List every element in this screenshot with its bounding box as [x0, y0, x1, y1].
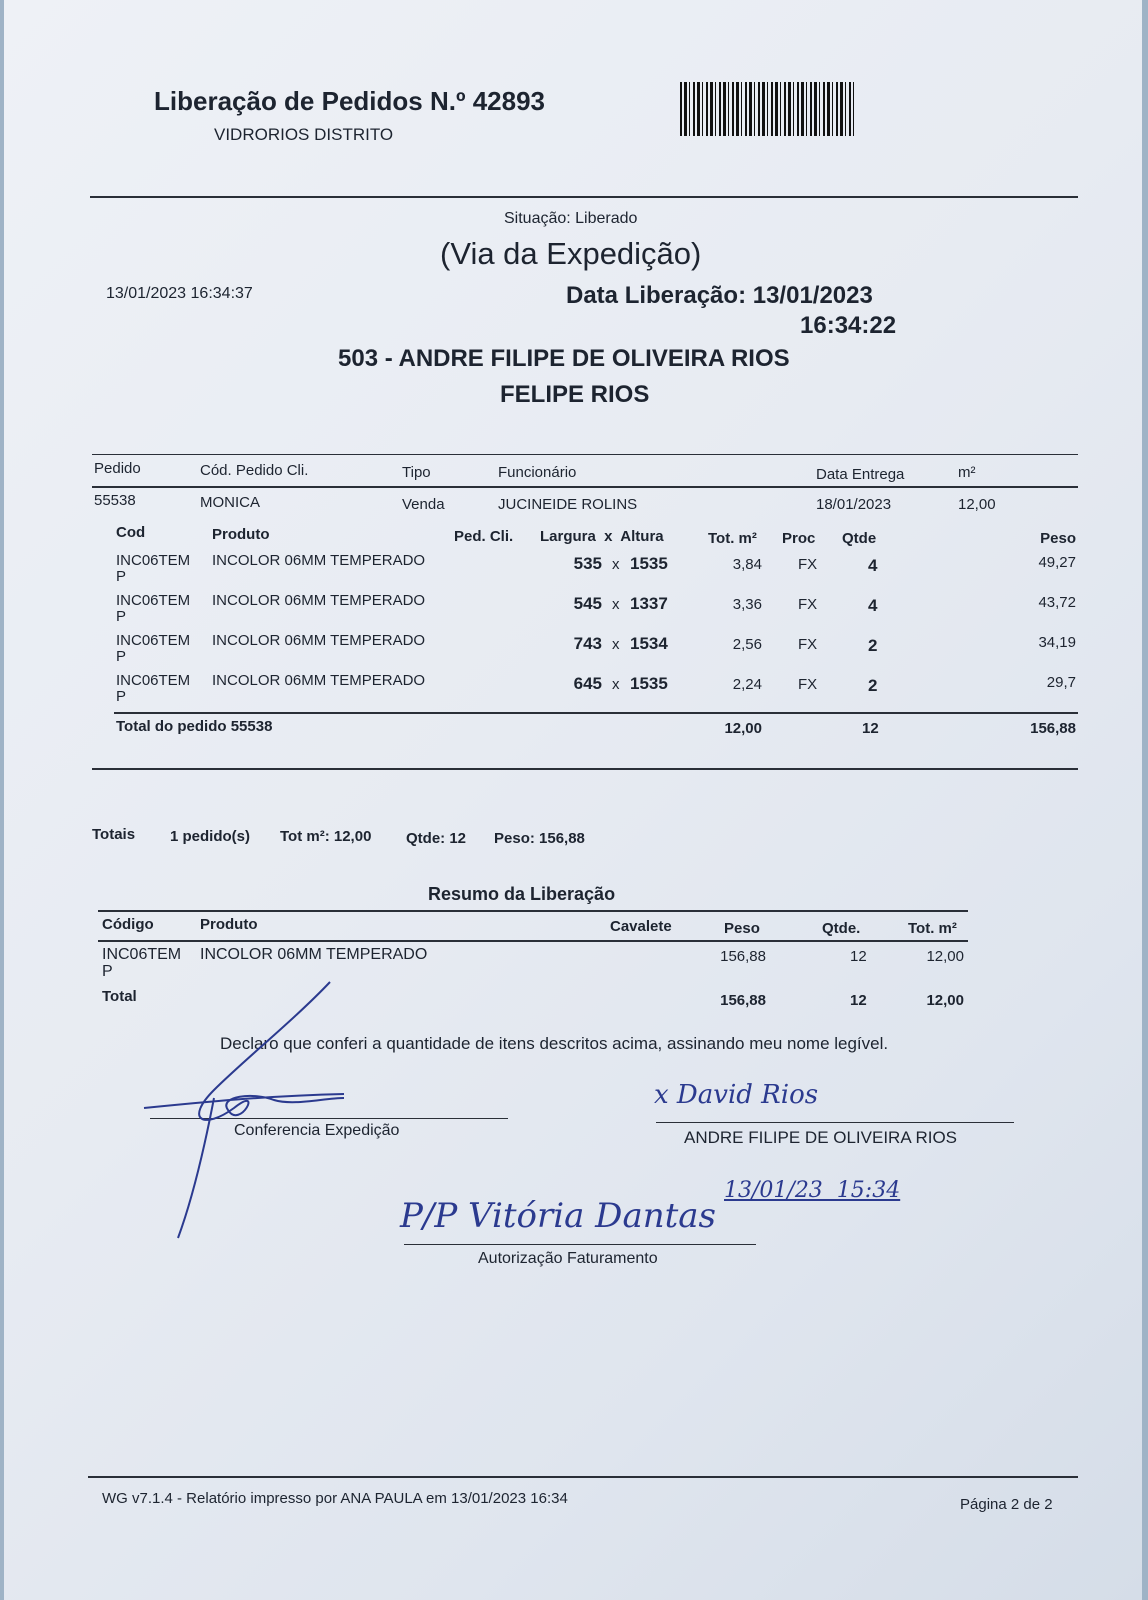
col-header-produto: Produto	[212, 526, 270, 543]
item-x: x	[612, 636, 620, 653]
item-altura: 1535	[630, 674, 668, 693]
signature-line	[656, 1122, 1014, 1123]
item-peso: 49,27	[1038, 554, 1076, 571]
item-x: x	[612, 556, 620, 573]
resumo-col-produto: Produto	[200, 916, 258, 933]
divider	[98, 910, 968, 912]
item-altura: 1534	[630, 634, 668, 653]
divider	[92, 486, 1078, 488]
order-data-entrega: 18/01/2023	[816, 496, 892, 513]
item-largura: 743	[573, 634, 602, 653]
item-x: x	[612, 676, 620, 693]
col-header-largura-altura: Largura x Altura	[540, 528, 664, 545]
order-cod-pedido-cli: MONICA	[200, 494, 260, 511]
item-proc: FX	[798, 636, 818, 653]
resumo-qtde: 12	[850, 948, 867, 965]
client-handwritten-signature: x David Rios	[654, 1080, 819, 1110]
resumo-col-qtde: Qtde.	[822, 920, 861, 937]
item-tot-m2: 2,56	[732, 636, 762, 653]
autorizacao-handwritten-signature: P/P Vitória Dantas	[400, 1196, 716, 1236]
resumo-col-codigo: Código	[102, 916, 154, 933]
item-tot-m2: 3,84	[732, 556, 762, 573]
col-header-cod-pedido-cli: Cód. Pedido Cli.	[200, 462, 309, 479]
order-total-qtde: 12	[862, 720, 879, 737]
col-header-cod: Cod	[116, 524, 146, 541]
handwritten-date: 13/01/23 15:34	[724, 1178, 901, 1203]
data-liberacao: Data Liberação: 13/01/2023	[566, 282, 873, 309]
item-peso: 43,72	[1038, 594, 1076, 611]
item-qtde: 4	[868, 596, 878, 615]
footer-print-info: WG v7.1.4 - Relatório impresso por ANA PAULA em 13/01/2023 16:34	[102, 1490, 568, 1507]
col-header-ped-cli: Ped. Cli.	[454, 528, 514, 545]
data-liberacao-time: 16:34:22	[800, 312, 897, 339]
col-header-funcionario: Funcionário	[498, 464, 577, 481]
item-peso: 29,7	[1046, 674, 1076, 691]
document-page	[4, 0, 1142, 1600]
order-total-peso: 156,88	[1030, 720, 1076, 737]
item-cod-cont: P	[116, 608, 127, 625]
resumo-produto: INCOLOR 06MM TEMPERADO	[200, 946, 428, 963]
divider	[114, 712, 1078, 714]
divider	[98, 940, 968, 942]
client-nickname: FELIPE RIOS	[500, 381, 650, 408]
item-tot-m2: 3,36	[732, 596, 762, 613]
client-name: 503 - ANDRE FILIPE DE OLIVEIRA RIOS	[338, 345, 790, 372]
col-header-qtde: Qtde	[842, 530, 877, 547]
item-altura: 1337	[630, 594, 668, 613]
document-title: Liberação de Pedidos N.º 42893	[154, 86, 545, 116]
col-header-proc: Proc	[782, 530, 816, 547]
resumo-tot-m2: 12,00	[926, 948, 964, 965]
resumo-total-peso: 156,88	[720, 992, 766, 1009]
conferencia-signature	[144, 980, 354, 1245]
order-total-label: Total do pedido 55538	[116, 718, 273, 735]
item-qtde: 2	[868, 676, 878, 695]
page-number: Página 2 de 2	[960, 1496, 1053, 1513]
autorizacao-label: Autorização Faturamento	[478, 1250, 658, 1267]
order-total-m2: 12,00	[724, 720, 762, 737]
item-x: x	[612, 596, 620, 613]
resumo-col-cavalete: Cavalete	[610, 918, 672, 935]
item-produto: INCOLOR 06MM TEMPERADO	[212, 672, 426, 689]
item-cod-cont: P	[116, 688, 127, 705]
item-produto: INCOLOR 06MM TEMPERADO	[212, 592, 426, 609]
order-m2: 12,00	[958, 496, 996, 513]
resumo-col-peso: Peso	[724, 920, 760, 937]
item-qtde: 2	[868, 636, 878, 655]
item-cod: INC06TEM	[116, 672, 191, 689]
via-title: (Via da Expedição)	[440, 236, 702, 271]
col-header-data-entrega: Data Entrega	[816, 466, 905, 483]
item-cod-cont: P	[116, 568, 127, 585]
totals-peso: Peso: 156,88	[494, 830, 585, 847]
resumo-peso: 156,88	[720, 948, 766, 965]
item-cod-cont: P	[116, 648, 127, 665]
totals-pedidos: 1 pedido(s)	[170, 828, 251, 845]
resumo-codigo: INC06TEM	[102, 946, 182, 963]
totals-m2: Tot m²: 12,00	[280, 828, 372, 845]
divider	[92, 454, 1078, 455]
item-largura: 535	[573, 554, 602, 573]
totals-qtde: Qtde: 12	[406, 830, 467, 847]
company-name: VIDRORIOS DISTRITO	[214, 125, 394, 144]
item-produto: INCOLOR 06MM TEMPERADO	[212, 632, 426, 649]
order-tipo: Venda	[402, 496, 445, 513]
totals-label: Totais	[92, 826, 136, 843]
col-header-peso: Peso	[1040, 530, 1076, 547]
barcode-icon	[680, 82, 854, 136]
resumo-total-qtde: 12	[850, 992, 867, 1009]
item-proc: FX	[798, 676, 818, 693]
item-cod: INC06TEM	[116, 632, 191, 649]
resumo-total-label: Total	[102, 988, 137, 1005]
situacao-status: Situação: Liberado	[504, 210, 638, 227]
item-produto: INCOLOR 06MM TEMPERADO	[212, 552, 426, 569]
item-largura: 545	[573, 594, 602, 613]
divider	[92, 768, 1078, 770]
item-peso: 34,19	[1038, 634, 1076, 651]
col-header-tipo: Tipo	[402, 464, 431, 481]
col-header-tot-m2: Tot. m²	[708, 530, 757, 547]
divider	[90, 196, 1078, 198]
item-qtde: 4	[868, 556, 878, 575]
resumo-total-tot-m2: 12,00	[926, 992, 964, 1009]
item-altura: 1535	[630, 554, 668, 573]
item-largura: 645	[573, 674, 602, 693]
order-funcionario: JUCINEIDE ROLINS	[498, 496, 638, 513]
col-header-pedido: Pedido	[94, 460, 141, 477]
resumo-codigo-cont: P	[102, 963, 113, 980]
client-signature-label: ANDRE FILIPE DE OLIVEIRA RIOS	[684, 1128, 958, 1147]
item-proc: FX	[798, 556, 818, 573]
item-tot-m2: 2,24	[732, 676, 762, 693]
declaration-text: Declaro que conferi a quantidade de itens descritos acima, assinando meu nome legível.	[220, 1034, 889, 1053]
divider	[88, 1476, 1078, 1478]
signature-line	[404, 1244, 756, 1245]
resumo-col-tot-m2: Tot. m²	[908, 920, 957, 937]
col-header-m2: m²	[958, 464, 976, 481]
item-cod: INC06TEM	[116, 552, 191, 569]
resumo-title: Resumo da Liberação	[428, 884, 616, 904]
printed-datetime: 13/01/2023 16:34:37	[106, 285, 253, 302]
order-pedido: 55538	[94, 492, 136, 509]
item-proc: FX	[798, 596, 818, 613]
item-cod: INC06TEM	[116, 592, 191, 609]
conferencia-label: Conferencia Expedição	[234, 1122, 400, 1139]
